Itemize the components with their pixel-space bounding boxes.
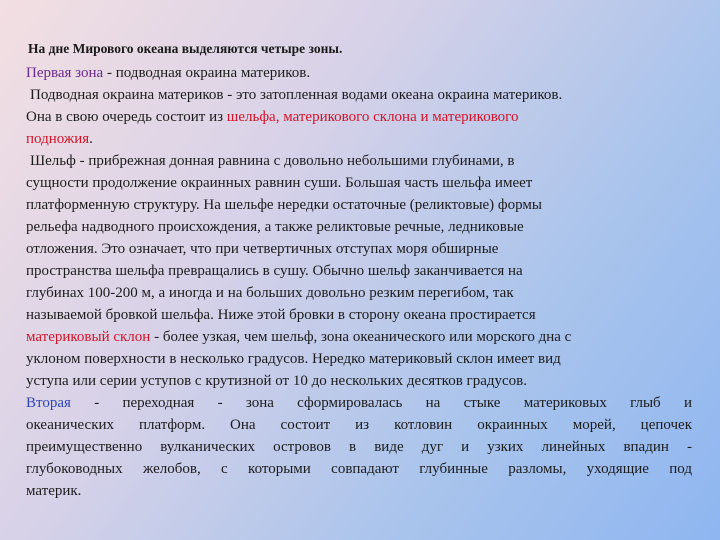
shelf-line: Шельф - прибрежная донная равнина с довольно небольшими глубинами, в [30, 153, 515, 169]
margin-foot-term: подножия [26, 131, 90, 147]
shelf-line: сущности продолжение окраинных равнин суши. Большая часть шельфа имеет [26, 175, 533, 191]
shelf-line: рельефа надводного происхождения, а также реликтовые речные, ледниковые [26, 219, 524, 235]
margin-components-term: шельфа, материкового склона и материкового [226, 109, 519, 125]
zone2-line: преимущественно вулканических островов в виде дуг и узких линейных впадин - [26, 439, 692, 455]
shelf-paragraph [26, 150, 692, 392]
zone1-term: Первая зона [26, 65, 104, 81]
zone2-line: глубоководных желобов, с которыми совпадают глубинные разломы, уходящие под [26, 461, 692, 477]
zone2-paragraph [26, 392, 692, 502]
shelf-line: называемой бровкой шельфа. Ниже этой бровки в сторону океана простирается [26, 307, 536, 323]
slope-line: уступа или серии уступов с крутизной от 10 до нескольких десятков градусов. [26, 373, 527, 389]
shelf-line: платформенную структуру. На шельфе нередки остаточные (реликтовые) формы [26, 197, 542, 213]
slope-line: уклоном поверхности в несколько градусов. Нередко материковый склон имеет вид [26, 351, 561, 367]
zone2-last-line: материк. [26, 483, 82, 499]
shelf-line: глубинах 100-200 м, а иногда и на больших довольно резким перегибом, так [26, 285, 514, 301]
margin-line-3-end: . [89, 131, 93, 147]
zone1-description: - подводная окраина материков. [103, 65, 311, 81]
slide-heading: На дне Мирового океана выделяются четыре зоны. [28, 41, 343, 56]
slope-term: материковый склон [26, 329, 151, 345]
shelf-line: отложения. Это означает, что при четвертичных отступах моря обширные [26, 241, 499, 257]
zone2-term: Вторая [26, 395, 71, 411]
margin-line-2-text: Она в свою очередь состоит из [26, 109, 227, 125]
zone1-paragraph [26, 62, 692, 84]
slide-text-body [26, 38, 692, 502]
shelf-line: пространства шельфа превращались в сушу. Обычно шельф заканчивается на [26, 263, 523, 279]
zone2-description: - переходная - зона сформировалась на стыке материковых глыб и [70, 395, 692, 411]
margin-paragraph [26, 84, 692, 150]
slope-description: - более узкая, чем шельф, зона океанического или морского дна с [150, 329, 572, 345]
margin-line-1: Подводная окраина материков - это затопленная водами океана окраина материков. [30, 87, 563, 103]
zone2-line: океанических платформ. Она состоит из котловин окраинных морей, цепочек [26, 417, 692, 433]
